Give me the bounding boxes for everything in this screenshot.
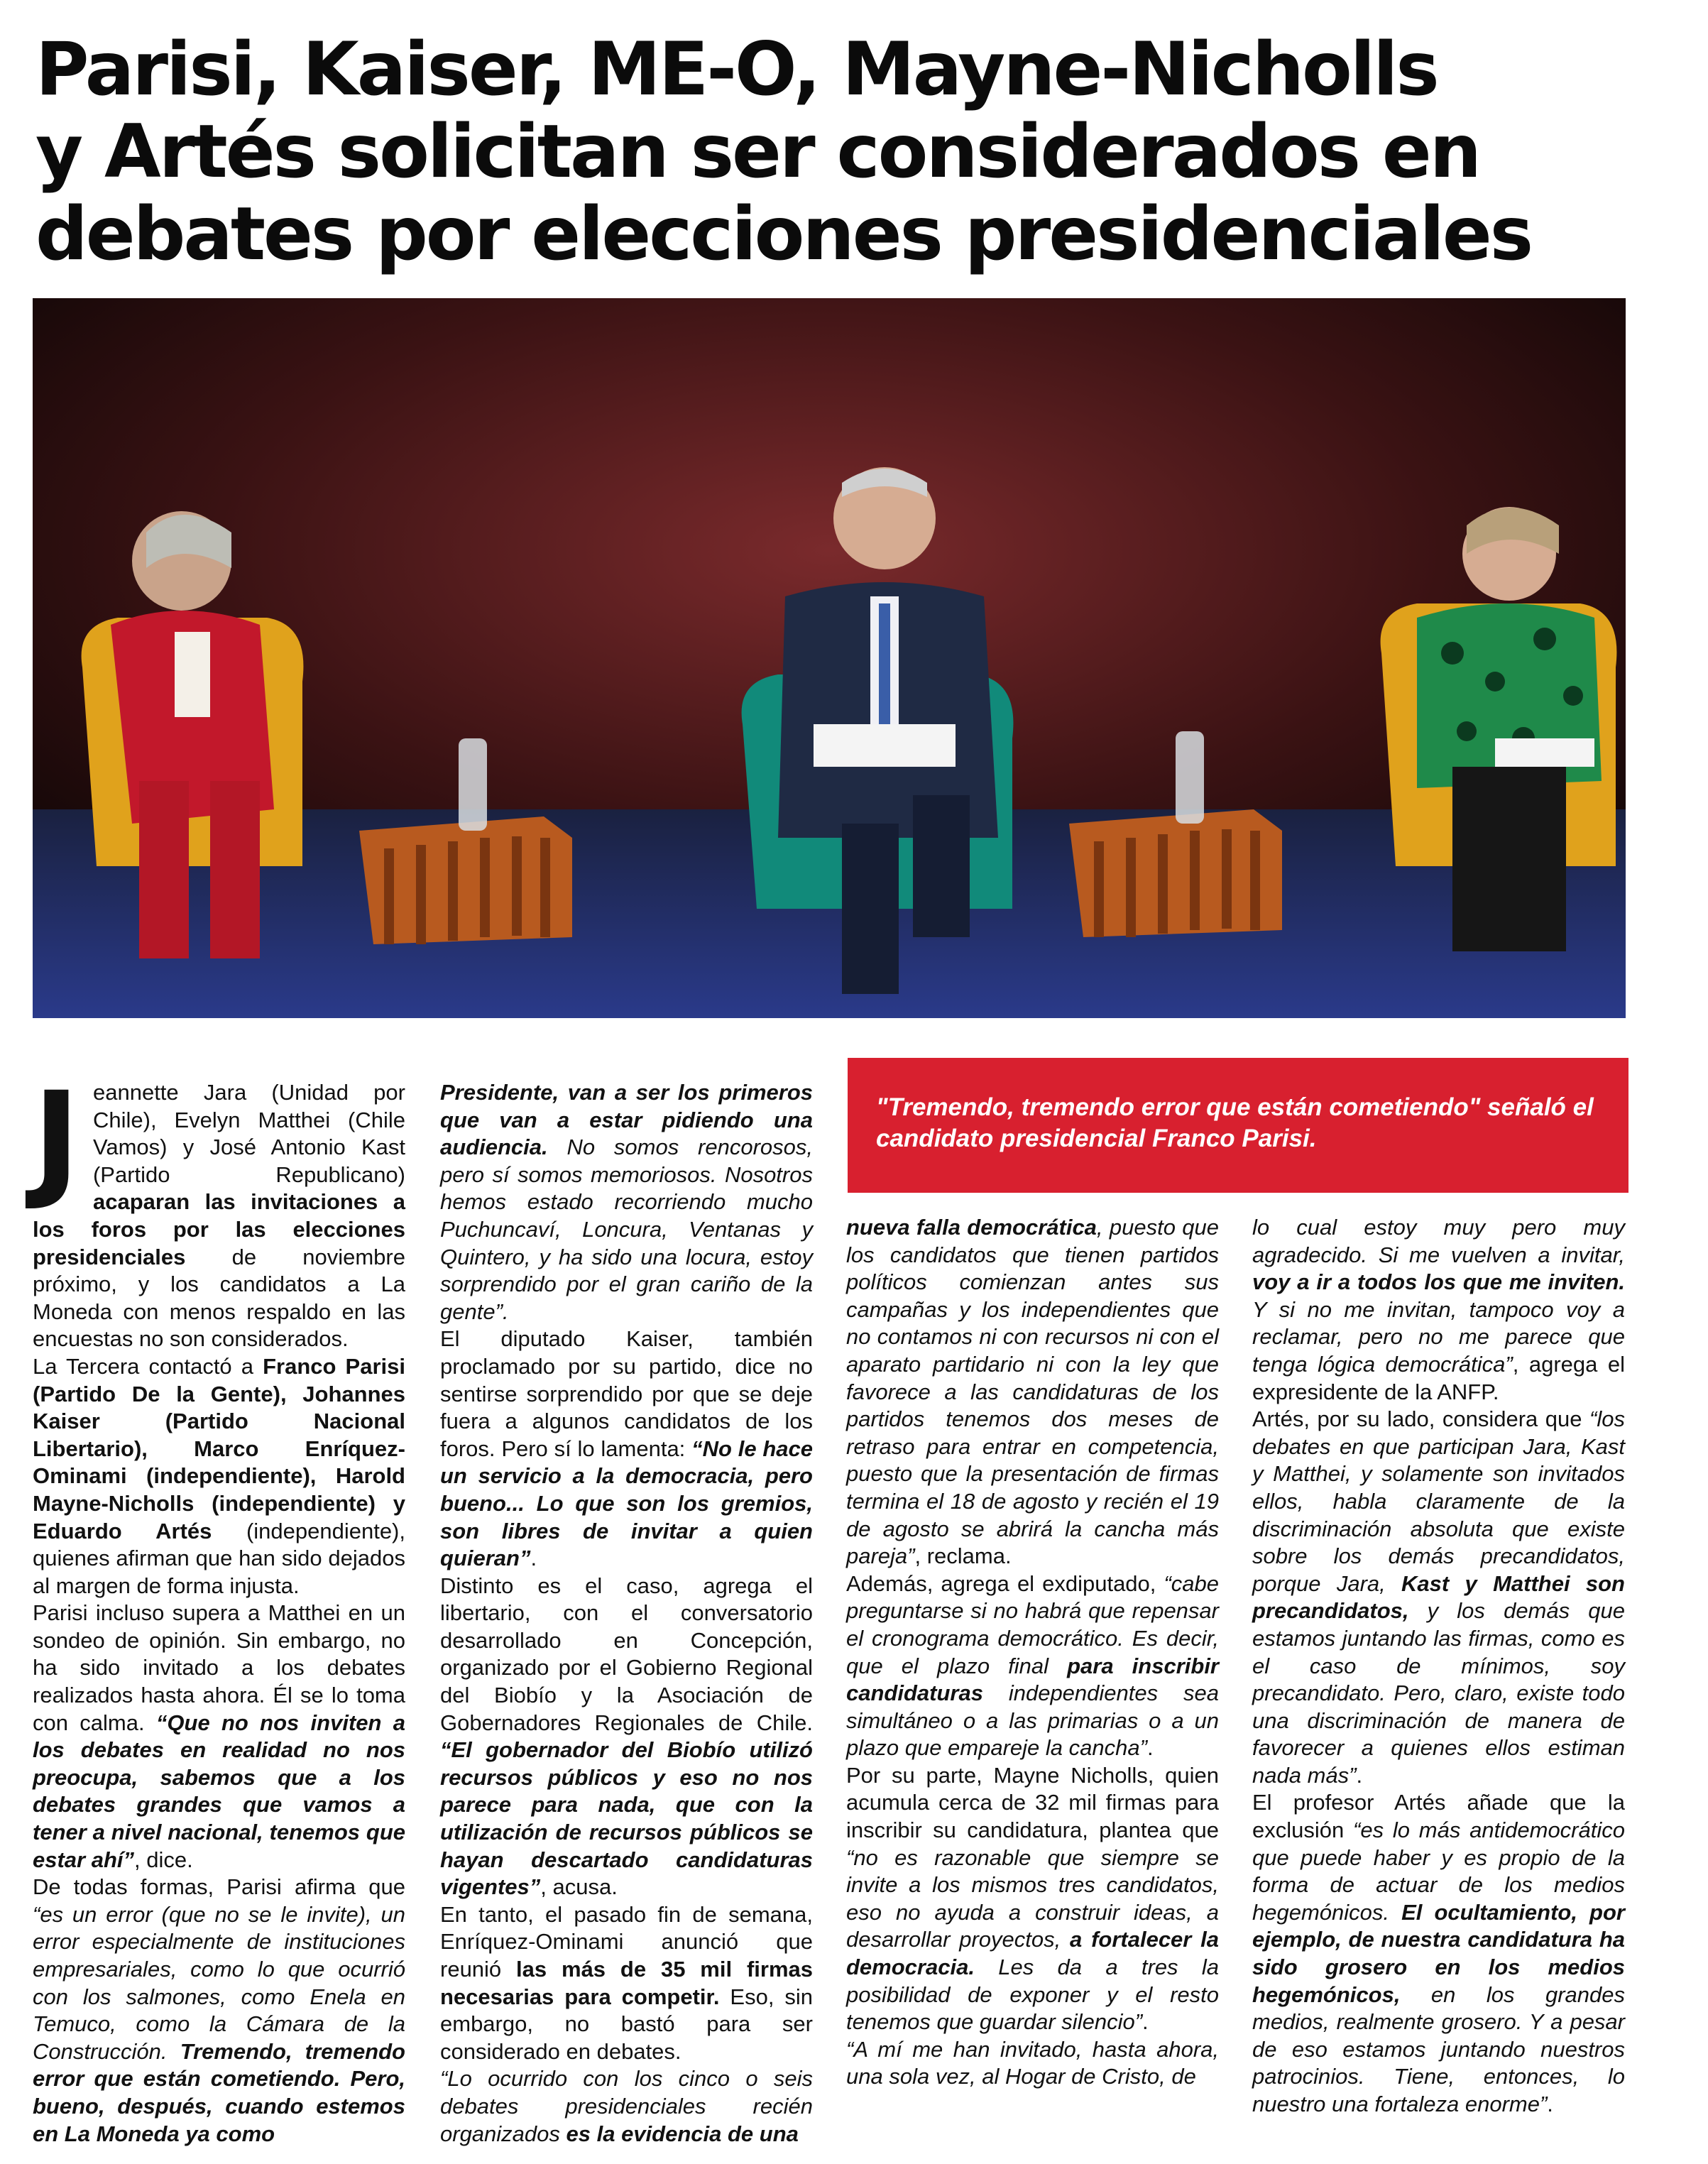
article-column-4: lo cual estoy muy pero muy agradecido. Si me vuelven a invitar, voy a ir a todos los que me inviten. Y si no me invitan, tampoco voy a reclamar, pero no me parece que tenga lógica democrática”, agrega el expresidente de la ANFP. Artés, por su lado, considera que “los debates en que participan Jara, Kast y Matthei, y solamente son invitados ellos, habla claramente de la discriminación absoluta que existe sobre los demás precandidatos, porque Jara, Kast y Matthei son precandidatos, y los demás que estamos juntando las firmas, como es el caso de mínimos, soy precandidato. Pero, claro, existe todo una discriminación de manera de favorecer a quienes ellos estiman nada más”. El profesor Artés añade que la exclusión “es lo más antidemocrático que puede haber y es propio de la forma de actuar de los medios hegemónicos. El ocultamiento, por ejemplo, de nuestra candidatura ha sido grosero en los medios hegemónicos, en los grandes medios, realmente grosero. Y a pesar de eso estamos juntando nuestros patrocinios. Tiene, entonces, lo nuestro una fortaleza enorme”.: [1252, 1215, 1625, 2116]
headline-line-3: debates por elecciones presidenciales: [35, 192, 1532, 277]
headline: [35, 28, 1668, 275]
pull-quote-box: [848, 1058, 1628, 1193]
headline-line-2: y Artés solicitan ser considerados en: [35, 109, 1480, 195]
article-column-2: Presidente, van a ser los primeros que van a estar pidiendo una audiencia. No somos rencorosos, pero sí somos memoriosos. Nosotros hemos estado recorriendo mucho Puchuncaví, Loncura, Ventanas y Quintero, y ha sido una locura, estoy sorprendido por el gran cariño de la gente”. El diputado Kaiser, también proclamado por su partido, dice no sentirse sorprendido por que se deje fuera a algunos candidatos de los foros. Pero sí lo lamenta: “No le hace un servicio a la democracia, pero bueno... Lo que son los gremios, son libres de invitar a quien quieran”. Distinto es el caso, agrega el libertario, con el conversatorio desarrollado en Concepción, organizado por el Gobierno Regional del Biobío y la Asociación de Gobernadores Regionales de Chile. “El gobernador del Biobío utilizó recursos públicos y eso no nos parece para nada, que con la utilización de recursos públicos se hayan descartado candidaturas vigentes”, acusa. En tanto, el pasado fin de semana, Enríquez-Ominami anunció que reunió las más de 35 mil firmas necesarias para competir. Eso, sin embargo, no bastó para ser considerado en debates. “Lo ocurrido con los cinco o seis debates presidenciales recién organizados es la evidencia de una: [440, 1080, 814, 2146]
article-photo: [33, 298, 1626, 1018]
pull-quote: "Tremendo, tremendo error que están cometiendo" señaló el candidato presidencial Franco Parisi.: [876, 1093, 1594, 1152]
article-column-3: nueva falla democrática, puesto que los candidatos que tienen partidos políticos comienzan antes sus campañas y los independientes que no contamos ni con recursos ni con el aparato partidario ni con la ley que favorece a las candidaturas de los partidos tenemos dos meses de retraso para entrar en competencia, puesto que la presentación de firmas termina el 18 de agosto y recién el 19 de agosto se abrirá la cancha más pareja”, reclama. Además, agrega el exdiputado, “cabe preguntarse si no habrá que repensar el cronograma democrático. Es decir, que el plazo final para inscribir candidaturas independientes sea simultáneo o a las primarias o a un plazo que empareje la cancha”. Por su parte, Mayne Nicholls, quien acumula cerca de 32 mil firmas para inscribir su candidatura, plantea que “no es razonable que siempre se invite a los mismos tres candidatos, eso no ayuda a construir ideas, a desarrollar proyectos, a fortalecer la democracia. Les da a tres la posibilidad de exponer y el resto tenemos que guardar silencio”. “A mí me han invitado, hasta ahora, una sola vez, al Hogar de Cristo, de: [846, 1215, 1220, 2089]
drop-cap: J: [33, 1065, 80, 1213]
headline-line-1: Parisi, Kaiser, ME-O, Mayne-Nicholls: [35, 27, 1438, 112]
article-column-1: J eannette Jara (Unidad por Chile), Evelyn Matthei (Chile Vamos) y José Antonio Kast (Partido Republicano) acaparan las invitaciones a los foros por las elecciones presidenciales de noviembre próximo, y los candidatos a La Moneda con menos respaldo en las encuestas no son considerados. La Tercera contactó a Franco Parisi (Partido De la Gente), Johannes Kaiser (Partido Nacional Libertario), Marco Enríquez-Ominami (independiente), Harold Mayne-Nicholls (independiente) y Eduardo Artés (independiente), quienes afirman que han sido dejados al margen de forma injusta. Parisi incluso supera a Matthei en un sondeo de opinión. Sin embargo, no ha sido invitado a los debates realizados hasta ahora. Él se lo toma con calma. “Que no nos inviten a los debates en realidad no nos preocupa, sabemos que a los debates grandes que vamos a tener a nivel nacional, tenemos que estar ahí”, dice. De todas formas, Parisi afirma que “es un error (que no se le invite), un error especialmente de instituciones empresariales, como lo que ocurrió con los salmones, como Enela en Temuco, como la Cámara de la Construcción. Tremendo, tremendo error que están cometiendo. Pero, bueno, después, cuando estemos en La Moneda ya como: [33, 1065, 406, 2146]
